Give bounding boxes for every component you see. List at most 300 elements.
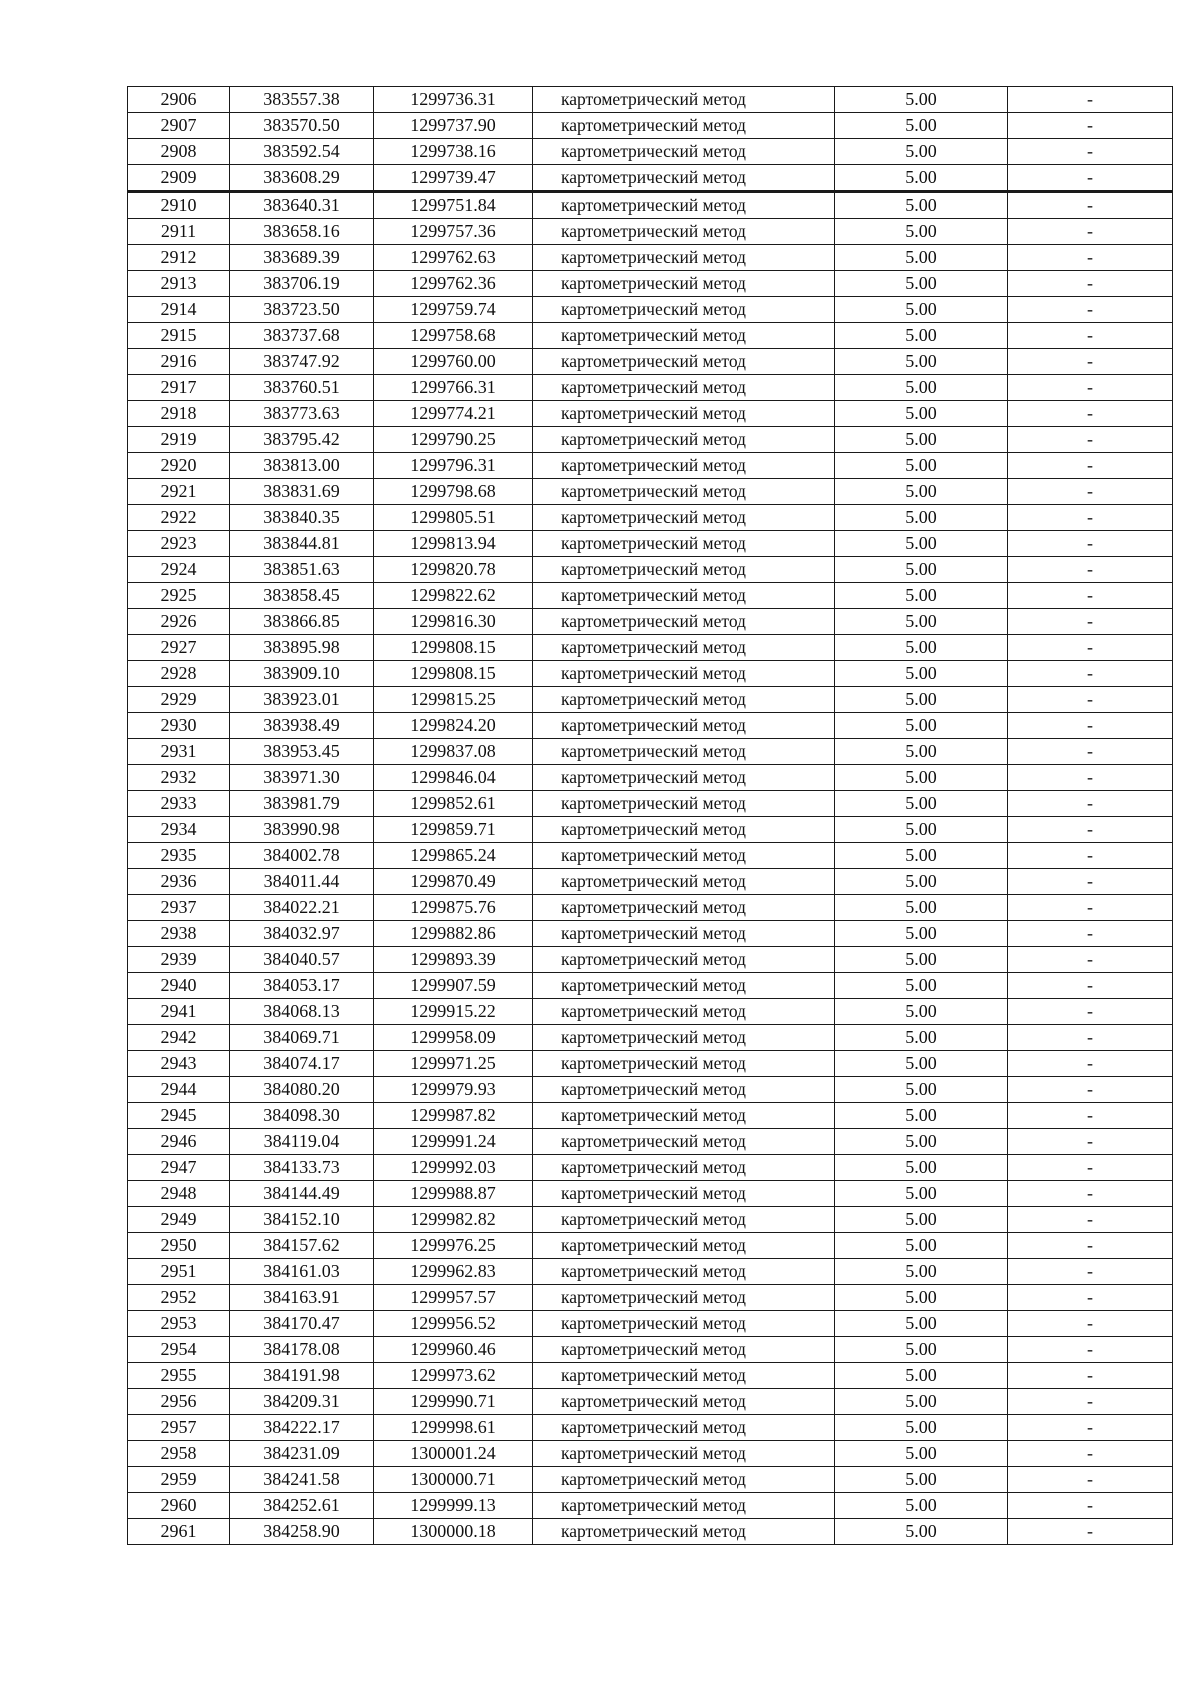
note-cell: -	[1008, 661, 1173, 687]
table-row	[128, 635, 1173, 661]
x-coordinate-cell: 384040.57	[230, 947, 374, 973]
x-coordinate-cell: 383990.98	[230, 817, 374, 843]
x-coordinate-cell: 383858.45	[230, 583, 374, 609]
note-cell: -	[1008, 1519, 1173, 1545]
y-coordinate-cell: 1299774.21	[374, 401, 533, 427]
method-cell: картометрический метод	[533, 427, 835, 453]
x-coordinate-cell: 384152.10	[230, 1207, 374, 1233]
method-cell: картометрический метод	[533, 401, 835, 427]
note-cell: -	[1008, 687, 1173, 713]
method-cell: картометрический метод	[533, 87, 835, 113]
method-cell: картометрический метод	[533, 1077, 835, 1103]
y-coordinate-cell: 1299798.68	[374, 479, 533, 505]
note-cell: -	[1008, 453, 1173, 479]
y-coordinate-cell: 1299915.22	[374, 999, 533, 1025]
point-number-cell: 2959	[128, 1467, 230, 1493]
method-cell: картометрический метод	[533, 245, 835, 271]
table-row	[128, 219, 1173, 245]
method-cell: картометрический метод	[533, 791, 835, 817]
precision-cell: 5.00	[835, 297, 1008, 323]
note-cell: -	[1008, 1389, 1173, 1415]
y-coordinate-cell: 1299998.61	[374, 1415, 533, 1441]
table-row	[128, 1311, 1173, 1337]
precision-cell: 5.00	[835, 869, 1008, 895]
note-cell: -	[1008, 139, 1173, 165]
precision-cell: 5.00	[835, 1181, 1008, 1207]
x-coordinate-cell: 383938.49	[230, 713, 374, 739]
precision-cell: 5.00	[835, 999, 1008, 1025]
precision-cell: 5.00	[835, 349, 1008, 375]
point-number-cell: 2958	[128, 1441, 230, 1467]
method-cell: картометрический метод	[533, 192, 835, 219]
method-cell: картометрический метод	[533, 505, 835, 531]
x-coordinate-cell: 384241.58	[230, 1467, 374, 1493]
method-cell: картометрический метод	[533, 1025, 835, 1051]
point-number-cell: 2961	[128, 1519, 230, 1545]
table-row	[128, 609, 1173, 635]
method-cell: картометрический метод	[533, 1441, 835, 1467]
point-number-cell: 2912	[128, 245, 230, 271]
y-coordinate-cell: 1299956.52	[374, 1311, 533, 1337]
precision-cell: 5.00	[835, 1467, 1008, 1493]
table-row	[128, 1155, 1173, 1181]
method-cell: картометрический метод	[533, 583, 835, 609]
y-coordinate-cell: 1299987.82	[374, 1103, 533, 1129]
x-coordinate-cell: 383773.63	[230, 401, 374, 427]
table-row	[128, 192, 1173, 219]
method-cell: картометрический метод	[533, 1259, 835, 1285]
note-cell: -	[1008, 947, 1173, 973]
table-row	[128, 1181, 1173, 1207]
point-number-cell: 2921	[128, 479, 230, 505]
y-coordinate-cell: 1299762.36	[374, 271, 533, 297]
method-cell: картометрический метод	[533, 1285, 835, 1311]
table-row	[128, 739, 1173, 765]
point-number-cell: 2908	[128, 139, 230, 165]
x-coordinate-cell: 384080.20	[230, 1077, 374, 1103]
table-row	[128, 1259, 1173, 1285]
note-cell: -	[1008, 765, 1173, 791]
note-cell: -	[1008, 843, 1173, 869]
x-coordinate-cell: 383723.50	[230, 297, 374, 323]
table-row	[128, 583, 1173, 609]
precision-cell: 5.00	[835, 1207, 1008, 1233]
note-cell: -	[1008, 1363, 1173, 1389]
method-cell: картометрический метод	[533, 323, 835, 349]
note-cell: -	[1008, 583, 1173, 609]
precision-cell: 5.00	[835, 1285, 1008, 1311]
x-coordinate-cell: 384032.97	[230, 921, 374, 947]
x-coordinate-cell: 384161.03	[230, 1259, 374, 1285]
x-coordinate-cell: 384098.30	[230, 1103, 374, 1129]
y-coordinate-cell: 1299796.31	[374, 453, 533, 479]
y-coordinate-cell: 1299990.71	[374, 1389, 533, 1415]
x-coordinate-cell: 383866.85	[230, 609, 374, 635]
y-coordinate-cell: 1299762.63	[374, 245, 533, 271]
y-coordinate-cell: 1299757.36	[374, 219, 533, 245]
method-cell: картометрический метод	[533, 739, 835, 765]
precision-cell: 5.00	[835, 1077, 1008, 1103]
x-coordinate-cell: 383592.54	[230, 139, 374, 165]
precision-cell: 5.00	[835, 1363, 1008, 1389]
table-row	[128, 999, 1173, 1025]
table-row	[128, 1285, 1173, 1311]
point-number-cell: 2928	[128, 661, 230, 687]
point-number-cell: 2947	[128, 1155, 230, 1181]
table-row	[128, 921, 1173, 947]
note-cell: -	[1008, 271, 1173, 297]
x-coordinate-cell: 384119.04	[230, 1129, 374, 1155]
table-row	[128, 791, 1173, 817]
y-coordinate-cell: 1299870.49	[374, 869, 533, 895]
y-coordinate-cell: 1299988.87	[374, 1181, 533, 1207]
y-coordinate-cell: 1299979.93	[374, 1077, 533, 1103]
point-number-cell: 2953	[128, 1311, 230, 1337]
note-cell: -	[1008, 219, 1173, 245]
precision-cell: 5.00	[835, 921, 1008, 947]
method-cell: картометрический метод	[533, 271, 835, 297]
table-row	[128, 271, 1173, 297]
table-row	[128, 1441, 1173, 1467]
y-coordinate-cell: 1300001.24	[374, 1441, 533, 1467]
precision-cell: 5.00	[835, 427, 1008, 453]
x-coordinate-cell: 383981.79	[230, 791, 374, 817]
x-coordinate-cell: 384053.17	[230, 973, 374, 999]
precision-cell: 5.00	[835, 557, 1008, 583]
point-number-cell: 2920	[128, 453, 230, 479]
precision-cell: 5.00	[835, 1415, 1008, 1441]
note-cell: -	[1008, 1233, 1173, 1259]
note-cell: -	[1008, 921, 1173, 947]
point-number-cell: 2927	[128, 635, 230, 661]
note-cell: -	[1008, 87, 1173, 113]
point-number-cell: 2932	[128, 765, 230, 791]
y-coordinate-cell: 1299758.68	[374, 323, 533, 349]
table-row	[128, 1467, 1173, 1493]
table-row	[128, 297, 1173, 323]
method-cell: картометрический метод	[533, 843, 835, 869]
precision-cell: 5.00	[835, 479, 1008, 505]
precision-cell: 5.00	[835, 271, 1008, 297]
note-cell: -	[1008, 869, 1173, 895]
point-number-cell: 2945	[128, 1103, 230, 1129]
table-row	[128, 973, 1173, 999]
y-coordinate-cell: 1299852.61	[374, 791, 533, 817]
x-coordinate-cell: 383608.29	[230, 165, 374, 192]
method-cell: картометрический метод	[533, 1051, 835, 1077]
point-number-cell: 2957	[128, 1415, 230, 1441]
x-coordinate-cell: 384002.78	[230, 843, 374, 869]
x-coordinate-cell: 384133.73	[230, 1155, 374, 1181]
y-coordinate-cell: 1299875.76	[374, 895, 533, 921]
method-cell: картометрический метод	[533, 1493, 835, 1519]
x-coordinate-cell: 384069.71	[230, 1025, 374, 1051]
x-coordinate-cell: 383953.45	[230, 739, 374, 765]
y-coordinate-cell: 1299907.59	[374, 973, 533, 999]
method-cell: картометрический метод	[533, 219, 835, 245]
note-cell: -	[1008, 1259, 1173, 1285]
table-row	[128, 1389, 1173, 1415]
x-coordinate-cell: 384209.31	[230, 1389, 374, 1415]
precision-cell: 5.00	[835, 791, 1008, 817]
point-number-cell: 2929	[128, 687, 230, 713]
table-row	[128, 1415, 1173, 1441]
method-cell: картометрический метод	[533, 557, 835, 583]
precision-cell: 5.00	[835, 583, 1008, 609]
precision-cell: 5.00	[835, 635, 1008, 661]
precision-cell: 5.00	[835, 1155, 1008, 1181]
x-coordinate-cell: 384163.91	[230, 1285, 374, 1311]
y-coordinate-cell: 1299824.20	[374, 713, 533, 739]
x-coordinate-cell: 383844.81	[230, 531, 374, 557]
precision-cell: 5.00	[835, 1389, 1008, 1415]
precision-cell: 5.00	[835, 453, 1008, 479]
y-coordinate-cell: 1299736.31	[374, 87, 533, 113]
note-cell: -	[1008, 1337, 1173, 1363]
precision-cell: 5.00	[835, 739, 1008, 765]
x-coordinate-cell: 383895.98	[230, 635, 374, 661]
point-number-cell: 2918	[128, 401, 230, 427]
table-row	[128, 869, 1173, 895]
note-cell: -	[1008, 1077, 1173, 1103]
method-cell: картометрический метод	[533, 1181, 835, 1207]
point-number-cell: 2938	[128, 921, 230, 947]
note-cell: -	[1008, 165, 1173, 192]
note-cell: -	[1008, 895, 1173, 921]
method-cell: картометрический метод	[533, 113, 835, 139]
point-number-cell: 2909	[128, 165, 230, 192]
table-row	[128, 1051, 1173, 1077]
y-coordinate-cell: 1299982.82	[374, 1207, 533, 1233]
precision-cell: 5.00	[835, 1233, 1008, 1259]
precision-cell: 5.00	[835, 1337, 1008, 1363]
y-coordinate-cell: 1299816.30	[374, 609, 533, 635]
x-coordinate-cell: 384258.90	[230, 1519, 374, 1545]
note-cell: -	[1008, 557, 1173, 583]
table-row	[128, 427, 1173, 453]
table-row	[128, 895, 1173, 921]
precision-cell: 5.00	[835, 192, 1008, 219]
point-number-cell: 2940	[128, 973, 230, 999]
method-cell: картометрический метод	[533, 1519, 835, 1545]
note-cell: -	[1008, 1285, 1173, 1311]
y-coordinate-cell: 1299751.84	[374, 192, 533, 219]
table-row	[128, 531, 1173, 557]
point-number-cell: 2926	[128, 609, 230, 635]
note-cell: -	[1008, 427, 1173, 453]
x-coordinate-cell: 384011.44	[230, 869, 374, 895]
table-row	[128, 139, 1173, 165]
note-cell: -	[1008, 1103, 1173, 1129]
x-coordinate-cell: 384231.09	[230, 1441, 374, 1467]
x-coordinate-cell: 383658.16	[230, 219, 374, 245]
x-coordinate-cell: 383737.68	[230, 323, 374, 349]
table-row	[128, 1129, 1173, 1155]
x-coordinate-cell: 383813.00	[230, 453, 374, 479]
x-coordinate-cell: 383640.31	[230, 192, 374, 219]
point-number-cell: 2923	[128, 531, 230, 557]
note-cell: -	[1008, 1051, 1173, 1077]
method-cell: картометрический метод	[533, 375, 835, 401]
table-row	[128, 165, 1173, 192]
y-coordinate-cell: 1299882.86	[374, 921, 533, 947]
y-coordinate-cell: 1300000.18	[374, 1519, 533, 1545]
precision-cell: 5.00	[835, 1103, 1008, 1129]
x-coordinate-cell: 383747.92	[230, 349, 374, 375]
y-coordinate-cell: 1299808.15	[374, 661, 533, 687]
method-cell: картометрический метод	[533, 165, 835, 192]
y-coordinate-cell: 1299790.25	[374, 427, 533, 453]
point-number-cell: 2951	[128, 1259, 230, 1285]
table-row	[128, 1025, 1173, 1051]
method-cell: картометрический метод	[533, 1129, 835, 1155]
table-row	[128, 1363, 1173, 1389]
note-cell: -	[1008, 1181, 1173, 1207]
point-number-cell: 2934	[128, 817, 230, 843]
point-number-cell: 2950	[128, 1233, 230, 1259]
table-row	[128, 661, 1173, 687]
precision-cell: 5.00	[835, 401, 1008, 427]
y-coordinate-cell: 1299760.00	[374, 349, 533, 375]
table-row	[128, 1077, 1173, 1103]
note-cell: -	[1008, 635, 1173, 661]
method-cell: картометрический метод	[533, 1207, 835, 1233]
point-number-cell: 2911	[128, 219, 230, 245]
point-number-cell: 2943	[128, 1051, 230, 1077]
x-coordinate-cell: 384022.21	[230, 895, 374, 921]
note-cell: -	[1008, 1025, 1173, 1051]
method-cell: картометрический метод	[533, 817, 835, 843]
precision-cell: 5.00	[835, 1129, 1008, 1155]
x-coordinate-cell: 384074.17	[230, 1051, 374, 1077]
table-row	[128, 1519, 1173, 1545]
method-cell: картометрический метод	[533, 895, 835, 921]
x-coordinate-cell: 383760.51	[230, 375, 374, 401]
table-row	[128, 401, 1173, 427]
point-number-cell: 2941	[128, 999, 230, 1025]
point-number-cell: 2933	[128, 791, 230, 817]
x-coordinate-cell: 383909.10	[230, 661, 374, 687]
y-coordinate-cell: 1299766.31	[374, 375, 533, 401]
table-row	[128, 1233, 1173, 1259]
x-coordinate-cell: 383706.19	[230, 271, 374, 297]
precision-cell: 5.00	[835, 245, 1008, 271]
method-cell: картометрический метод	[533, 687, 835, 713]
y-coordinate-cell: 1299822.62	[374, 583, 533, 609]
precision-cell: 5.00	[835, 219, 1008, 245]
method-cell: картометрический метод	[533, 713, 835, 739]
table-row	[128, 687, 1173, 713]
table-row	[128, 843, 1173, 869]
method-cell: картометрический метод	[533, 921, 835, 947]
table-row	[128, 1103, 1173, 1129]
point-number-cell: 2915	[128, 323, 230, 349]
note-cell: -	[1008, 609, 1173, 635]
y-coordinate-cell: 1300000.71	[374, 1467, 533, 1493]
note-cell: -	[1008, 1155, 1173, 1181]
note-cell: -	[1008, 739, 1173, 765]
precision-cell: 5.00	[835, 661, 1008, 687]
y-coordinate-cell: 1299962.83	[374, 1259, 533, 1285]
precision-cell: 5.00	[835, 139, 1008, 165]
point-number-cell: 2930	[128, 713, 230, 739]
x-coordinate-cell: 383831.69	[230, 479, 374, 505]
method-cell: картометрический метод	[533, 973, 835, 999]
method-cell: картометрический метод	[533, 635, 835, 661]
note-cell: -	[1008, 1311, 1173, 1337]
point-number-cell: 2914	[128, 297, 230, 323]
y-coordinate-cell: 1299960.46	[374, 1337, 533, 1363]
method-cell: картометрический метод	[533, 661, 835, 687]
coordinates-table	[127, 86, 1173, 1545]
table-row	[128, 1493, 1173, 1519]
y-coordinate-cell: 1299976.25	[374, 1233, 533, 1259]
note-cell: -	[1008, 1129, 1173, 1155]
y-coordinate-cell: 1299859.71	[374, 817, 533, 843]
point-number-cell: 2922	[128, 505, 230, 531]
method-cell: картометрический метод	[533, 1155, 835, 1181]
x-coordinate-cell: 384068.13	[230, 999, 374, 1025]
precision-cell: 5.00	[835, 1493, 1008, 1519]
point-number-cell: 2944	[128, 1077, 230, 1103]
method-cell: картометрический метод	[533, 1311, 835, 1337]
method-cell: картометрический метод	[533, 1337, 835, 1363]
precision-cell: 5.00	[835, 947, 1008, 973]
note-cell: -	[1008, 479, 1173, 505]
point-number-cell: 2960	[128, 1493, 230, 1519]
method-cell: картометрический метод	[533, 947, 835, 973]
point-number-cell: 2931	[128, 739, 230, 765]
note-cell: -	[1008, 297, 1173, 323]
x-coordinate-cell: 383557.38	[230, 87, 374, 113]
precision-cell: 5.00	[835, 1051, 1008, 1077]
x-coordinate-cell: 383923.01	[230, 687, 374, 713]
x-coordinate-cell: 383971.30	[230, 765, 374, 791]
precision-cell: 5.00	[835, 165, 1008, 192]
point-number-cell: 2952	[128, 1285, 230, 1311]
note-cell: -	[1008, 505, 1173, 531]
note-cell: -	[1008, 999, 1173, 1025]
x-coordinate-cell: 384170.47	[230, 1311, 374, 1337]
note-cell: -	[1008, 1467, 1173, 1493]
precision-cell: 5.00	[835, 505, 1008, 531]
method-cell: картометрический метод	[533, 1415, 835, 1441]
y-coordinate-cell: 1299973.62	[374, 1363, 533, 1389]
precision-cell: 5.00	[835, 609, 1008, 635]
precision-cell: 5.00	[835, 817, 1008, 843]
table-row	[128, 87, 1173, 113]
method-cell: картометрический метод	[533, 1467, 835, 1493]
note-cell: -	[1008, 401, 1173, 427]
note-cell: -	[1008, 713, 1173, 739]
point-number-cell: 2948	[128, 1181, 230, 1207]
precision-cell: 5.00	[835, 843, 1008, 869]
precision-cell: 5.00	[835, 531, 1008, 557]
table-row	[128, 323, 1173, 349]
x-coordinate-cell: 384157.62	[230, 1233, 374, 1259]
point-number-cell: 2954	[128, 1337, 230, 1363]
note-cell: -	[1008, 349, 1173, 375]
table-row	[128, 1207, 1173, 1233]
x-coordinate-cell: 383570.50	[230, 113, 374, 139]
point-number-cell: 2936	[128, 869, 230, 895]
method-cell: картометрический метод	[533, 1103, 835, 1129]
point-number-cell: 2916	[128, 349, 230, 375]
precision-cell: 5.00	[835, 1259, 1008, 1285]
method-cell: картометрический метод	[533, 349, 835, 375]
precision-cell: 5.00	[835, 375, 1008, 401]
table-row	[128, 505, 1173, 531]
